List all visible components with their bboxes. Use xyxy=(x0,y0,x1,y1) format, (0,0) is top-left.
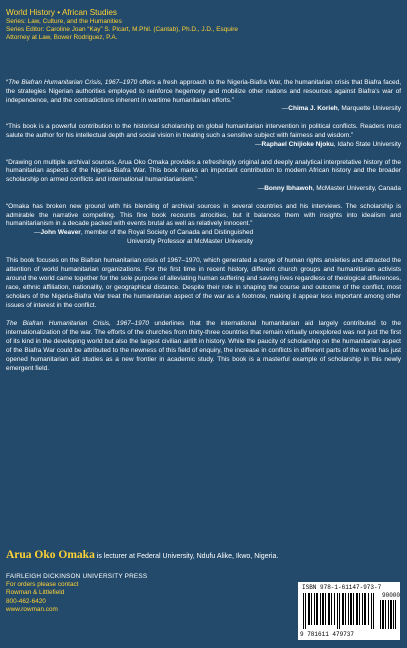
publisher-name: FAIRLEIGH DICKINSON UNIVERSITY PRESS xyxy=(6,573,148,580)
publisher-info xyxy=(6,573,186,614)
endorsements xyxy=(6,79,401,382)
endorsement-quote: “Omaka has broken new ground with his blending of archival sources in several countries and his interviews. The scholarship is admirable the narrative compelling. This fine book recounts atrocities, but it balances them with insights into idealism and humanitarianism in a decade packed with events brutal as well as relatively innocent.” xyxy=(6,202,401,228)
endorsement-quote: “This book is a powerful contribution to the historical scholarship on global humanitarian intervention in political conflicts. Readers must salute the author for his intellectual depth and social vision in treating such a sensitive subject with fairness and wisdom.” xyxy=(6,123,401,139)
endorsement-attribution-cont: University Professor at McMaster University xyxy=(127,237,254,245)
endorsement-attribution: —John Weaver, member of the Royal Society of Canada and Distinguished xyxy=(34,229,254,237)
distributor-name: Rowman & Littlefield xyxy=(6,589,65,597)
series-heading: World History • African Studies xyxy=(6,8,118,17)
barcode-digits: 9 781611 479737 xyxy=(300,631,355,638)
series-editor-line: Series Editor: Caroline Joan “Kay” S. Picart, M.Phil. (Cantab), Ph.D., J.D., Esquire xyxy=(6,26,238,34)
endorsement xyxy=(6,123,401,149)
author-name: Arua Oko Omaka xyxy=(6,549,95,561)
series-line: Series: Law, Culture, and the Humanities xyxy=(6,18,122,25)
price-barcode-icon xyxy=(380,600,396,629)
endorsement-attribution: —Bonny Ibhawoh, McMaster University, Canada xyxy=(257,184,401,192)
endorsement xyxy=(6,79,401,114)
description-paragraph: This book focuses on the Biafran humanitarian crisis of 1967–1970, which generated a surge of human rights anxieties and attracted the attention of world humanitarian organizations. For the first time in recent history, different church groups and humanitarian activists around the world came together for the sole purpose of alleviating human suffering and saving lives regardless of theological differences, race, ethnic affiliation, nationality, or geographical distance. Despite their role in shaping the course and outcome of the conflict, most scholars of the Nigeria-Biafra War treat the humanitarian aspect of the war as a footnote, making it appear less important among other issues of interest in the conflict. xyxy=(6,256,401,309)
series-editor-affiliation: Attorney at Law, Bower Rodriguez, P.A. xyxy=(6,34,118,42)
author-bio xyxy=(6,548,406,564)
book-title: The Biafran Humanitarian Crisis, 1967–1970 xyxy=(8,79,138,86)
endorsement xyxy=(6,159,401,194)
orders-line: For orders please contact xyxy=(6,581,79,589)
endorsement-quote: “Drawing on multiple archival sources, Arua Oko Omaka provides a refreshingly original and deeply analytical interpretative history of the humanitarian aspects of the Nigeria-Biafra War. This book marks an important contribution to modern African history and the broader scholarship on armed conflicts and international humanitarianism.” xyxy=(6,158,401,184)
website-url: www.rowman.com xyxy=(6,605,58,613)
endorsement-attribution: —Chima J. Korieh, Marquette University xyxy=(281,105,401,113)
description-paragraph: The Biafran Humanitarian Crisis, 1967–1970 underlines that the international humanitarian aid largely contributed to the internationalization of the war. The efforts of the churches from thirty-three countries that remain virtually unexplored was not just the first of its kind in the developing world but also the largest civilian airlift in history. While the paucity of scholarship on the humanitarian aspect of the Biafra War could be attributed to the newness of this field of enquiry, the increase in conflicts in different parts of the world has just opened humanitarian aid studies as a new frontier in academic study. This book is a masterful example of scholarship in this newly emergent field. xyxy=(6,319,401,372)
price-code: 90000 xyxy=(382,592,401,599)
series-info xyxy=(6,8,406,43)
isbn-label: ISBN 978-1-61147-973-7 xyxy=(302,584,382,591)
phone-number: 800-462-6420 xyxy=(6,597,46,605)
book-title: The Biafran Humanitarian Crisis, 1967–1970 xyxy=(6,319,149,327)
author-bio-text: is lecturer at Federal University, Ndufu Alike, Ikwo, Nigeria. xyxy=(94,553,279,560)
barcode xyxy=(298,582,400,640)
barcode-bars-icon xyxy=(303,593,377,629)
endorsement-attribution: —Raphael Chijioke Njoku, Idaho State University xyxy=(255,140,401,148)
endorsement xyxy=(6,203,401,247)
endorsement-quote: “The Biafran Humanitarian Crisis, 1967–1970 offers a fresh approach to the Nigeria-Biafra War, the humanitarian crisis that Biafra faced, the strategies Nigerian authorities employed to reinforce hegemony and mobilize other nations and resources against Biafra’s war of independence, and the contradictions inherent in wartime humanitarian efforts.” xyxy=(6,79,401,104)
